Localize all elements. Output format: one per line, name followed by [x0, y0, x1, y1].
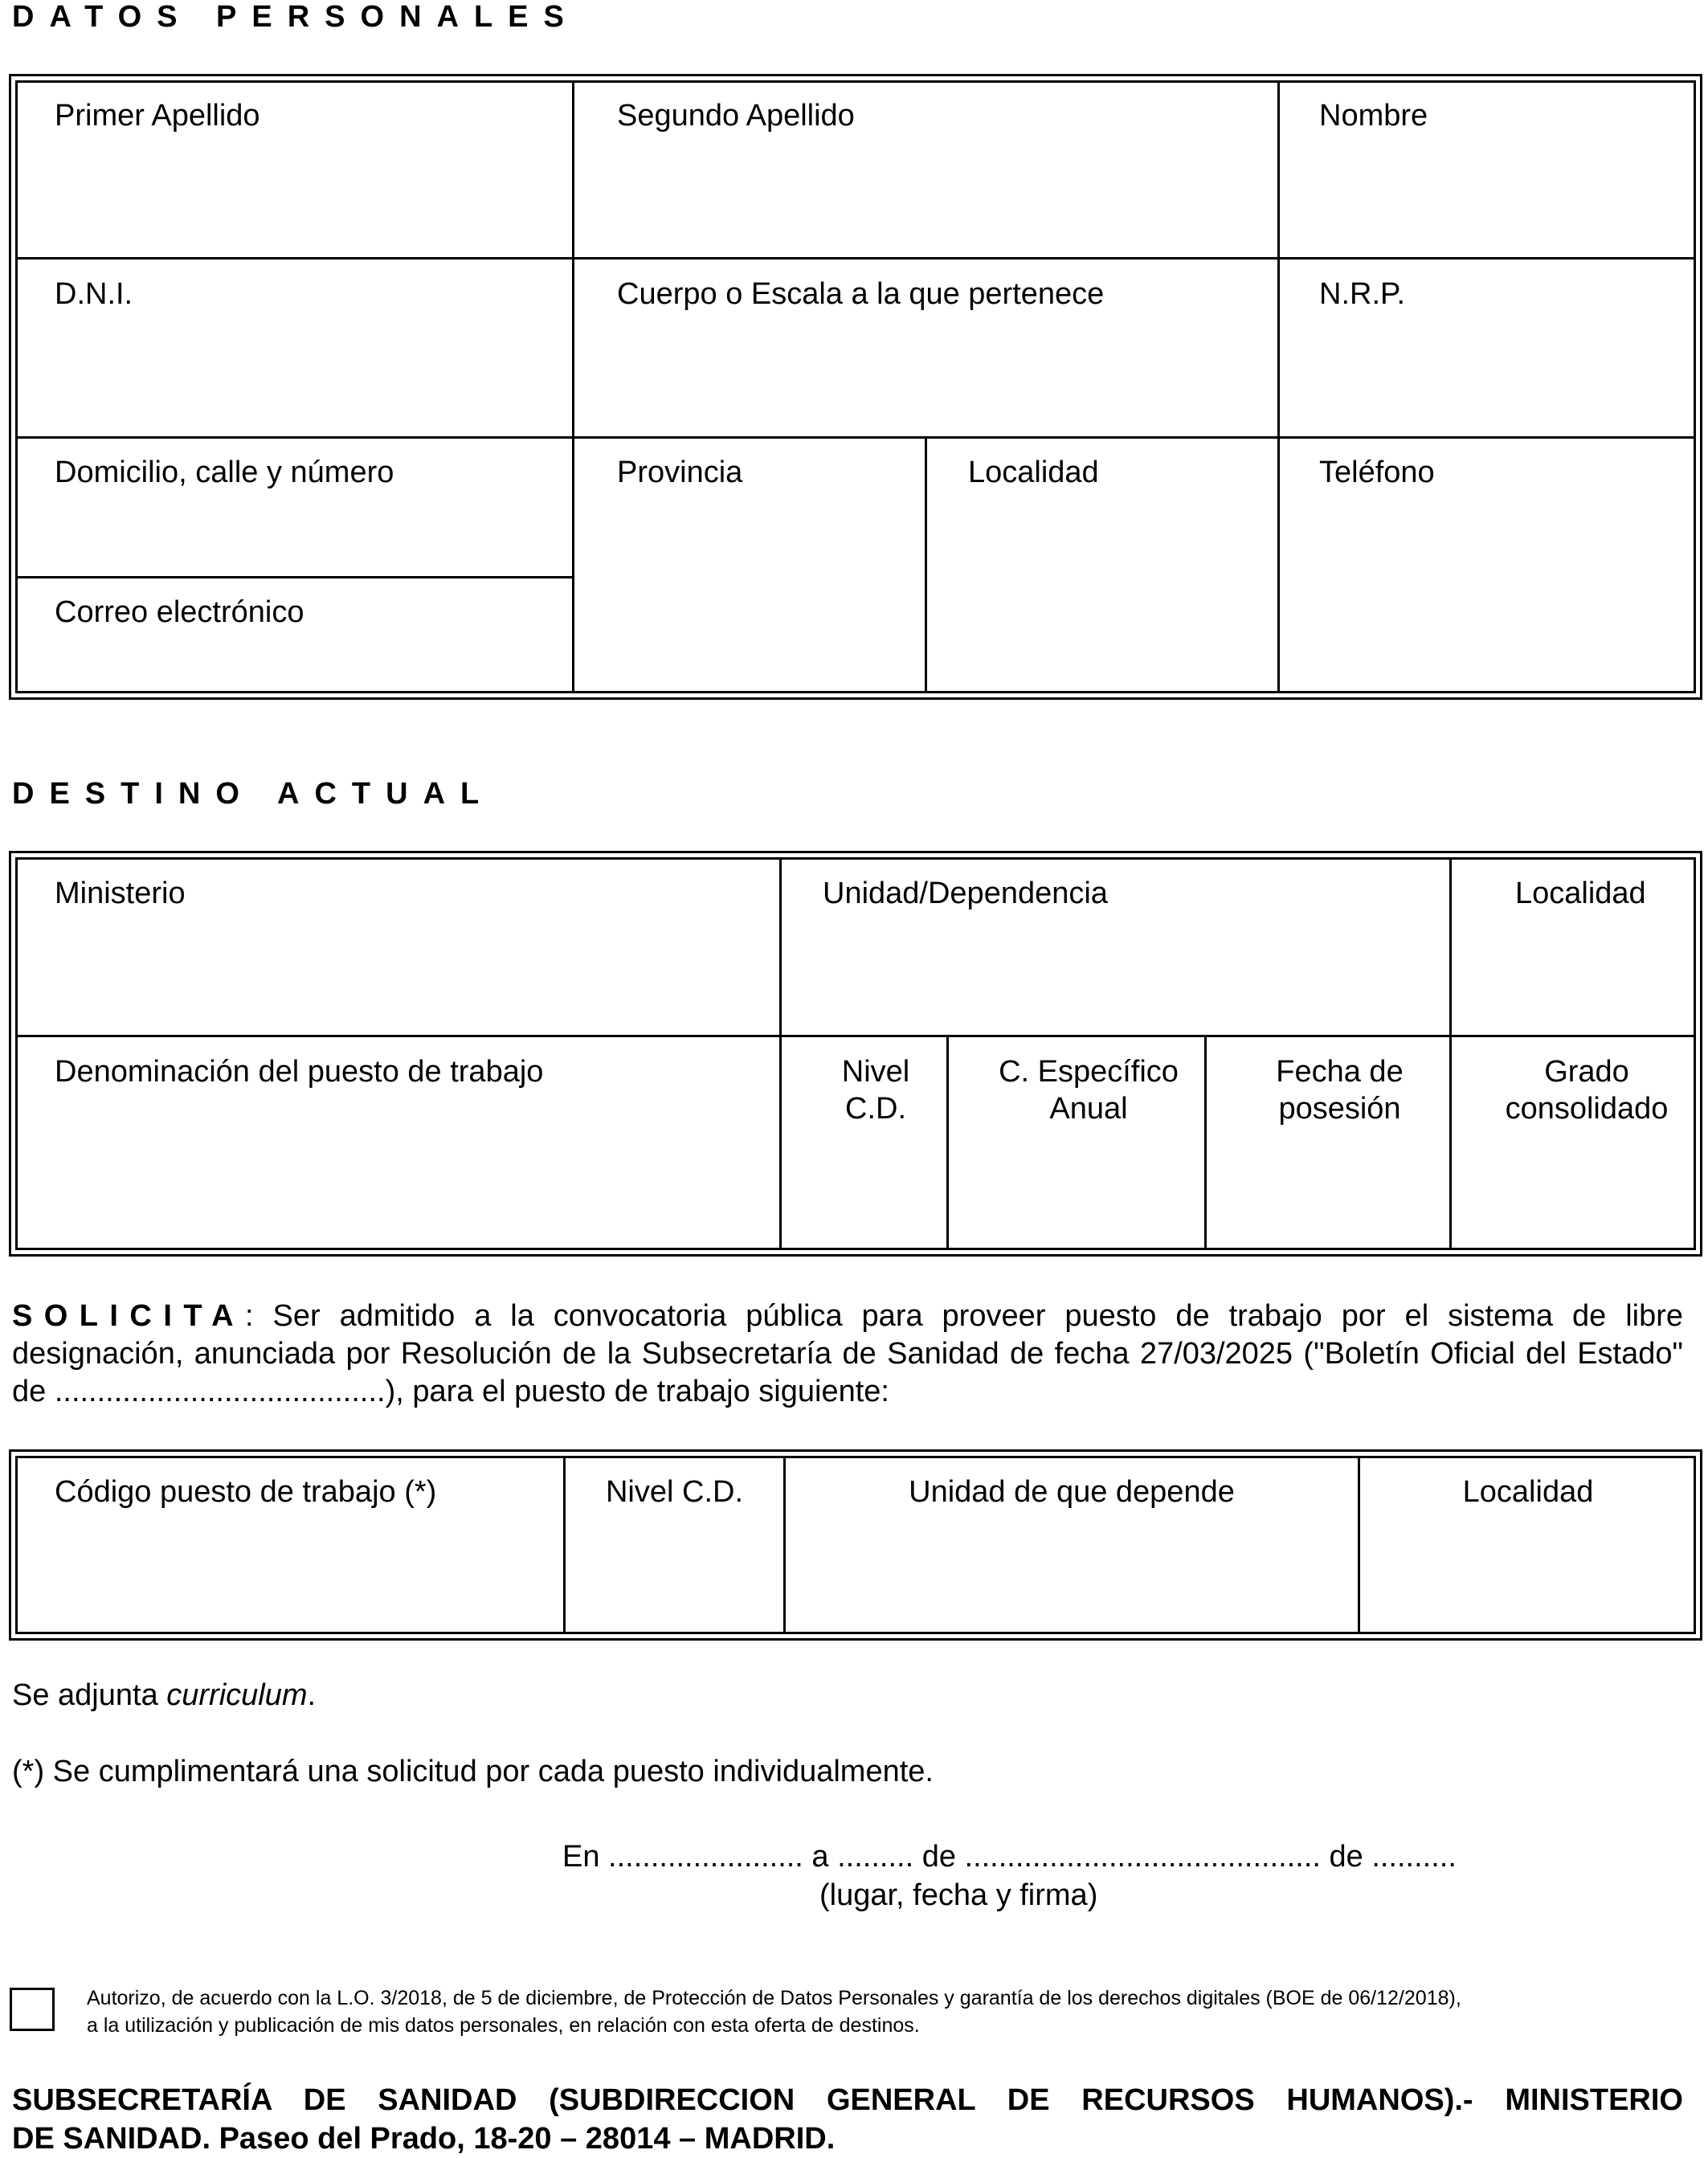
unidad-depende-field[interactable]: Unidad de que depende	[909, 1475, 1235, 1509]
nrp-field[interactable]: N.R.P.	[1319, 277, 1406, 311]
solicita-label: SOLICITA	[12, 1299, 246, 1333]
adjunta-curriculum	[12, 1677, 316, 1714]
footer-address	[12, 2081, 1683, 2158]
adjunta-suffix: .	[307, 1678, 317, 1712]
especifico-anual-field[interactable]	[956, 1053, 1221, 1127]
ministerio-field[interactable]: Ministerio	[55, 877, 186, 910]
destino-actual-heading: DESTINO ACTUAL	[12, 777, 495, 811]
unidad-dependencia-field[interactable]: Unidad/Dependencia	[823, 877, 1108, 910]
adjunta-prefix: Se adjunta	[12, 1678, 167, 1712]
footer-line1: SUBSECRETARÍA DE SANIDAD (SUBDIRECCION GENERAL DE RECURSOS HUMANOS).- MINISTERIO	[12, 2083, 1683, 2117]
autorizacion-checkbox[interactable]	[10, 1988, 55, 2031]
nivel-cd-solicitado-field[interactable]: Nivel C.D.	[605, 1475, 744, 1509]
footer-line2: DE SANIDAD. Paseo del Prado, 18-20 – 28014 – MADRID.	[12, 2122, 836, 2156]
fecha-line1: Fecha de	[1276, 1055, 1404, 1089]
autorizacion-line1: Autorizo, de acuerdo con la L.O. 3/2018, de 5 de diciembre, de Protección de Datos Personales y garantía de los derechos digitales (BOE de 06/12/2018),	[87, 1987, 1461, 2009]
grado-line1: Grado	[1544, 1055, 1629, 1089]
fecha-line2: posesión	[1278, 1092, 1401, 1126]
nivel-cd-line2: C.D.	[845, 1092, 906, 1126]
nivel-cd-line1: Nivel	[841, 1055, 910, 1089]
solicita-paragraph	[12, 1298, 1683, 1411]
segundo-apellido-field[interactable]: Segundo Apellido	[617, 99, 855, 133]
grado-consolidado-field[interactable]	[1470, 1053, 1703, 1127]
grado-line2: consolidado	[1505, 1092, 1669, 1126]
nivel-cd-field[interactable]	[791, 1053, 960, 1127]
codigo-puesto-field[interactable]: Código puesto de trabajo (*)	[55, 1475, 437, 1509]
localidad-actual-field[interactable]: Localidad	[1515, 877, 1646, 910]
provincia-field[interactable]: Provincia	[617, 456, 743, 489]
especifico-line1: C. Específico	[999, 1055, 1179, 1089]
localidad-field[interactable]: Localidad	[968, 456, 1099, 489]
denominacion-puesto-field[interactable]: Denominación del puesto de trabajo	[55, 1055, 544, 1089]
domicilio-field[interactable]: Domicilio, calle y número	[55, 456, 394, 489]
datos-personales-heading: DATOS PERSONALES	[12, 0, 579, 34]
cuerpo-escala-field[interactable]: Cuerpo o Escala a la que pertenece	[617, 277, 1105, 311]
solicita-text: : Ser admitido a la convocatoria pública para proveer puesto de trabajo por el sistema de libre designación, anunciada por Resolución de la Subsecretaría de Sanidad de fecha 27/03/2025 ("Boletín Oficial del Estado" de .......................................), para el puesto de trabajo siguiente:	[12, 1299, 1683, 1408]
especifico-line2: Anual	[1049, 1092, 1128, 1126]
nombre-field[interactable]: Nombre	[1319, 99, 1428, 133]
telefono-field[interactable]: Teléfono	[1319, 456, 1435, 489]
adjunta-italic: curriculum	[166, 1678, 308, 1712]
dni-field[interactable]: D.N.I.	[55, 277, 133, 311]
primer-apellido-field[interactable]: Primer Apellido	[55, 99, 260, 133]
correo-electronico-field[interactable]: Correo electrónico	[55, 595, 304, 629]
nota-asterisco: (*) Se cumplimentará una solicitud por cada puesto individualmente.	[12, 1755, 934, 1788]
autorizacion-line2: a la utilización y publicación de mis datos personales, en relación con esta oferta de destinos.	[87, 2014, 920, 2037]
lugar-fecha-line[interactable]: En ....................... a ......... de .......................................... de ..........	[562, 1840, 1457, 1874]
fecha-posesion-field[interactable]	[1213, 1053, 1466, 1127]
lugar-fecha-caption: (lugar, fecha y firma)	[819, 1878, 1098, 1912]
localidad-solicitada-field[interactable]: Localidad	[1462, 1475, 1594, 1509]
